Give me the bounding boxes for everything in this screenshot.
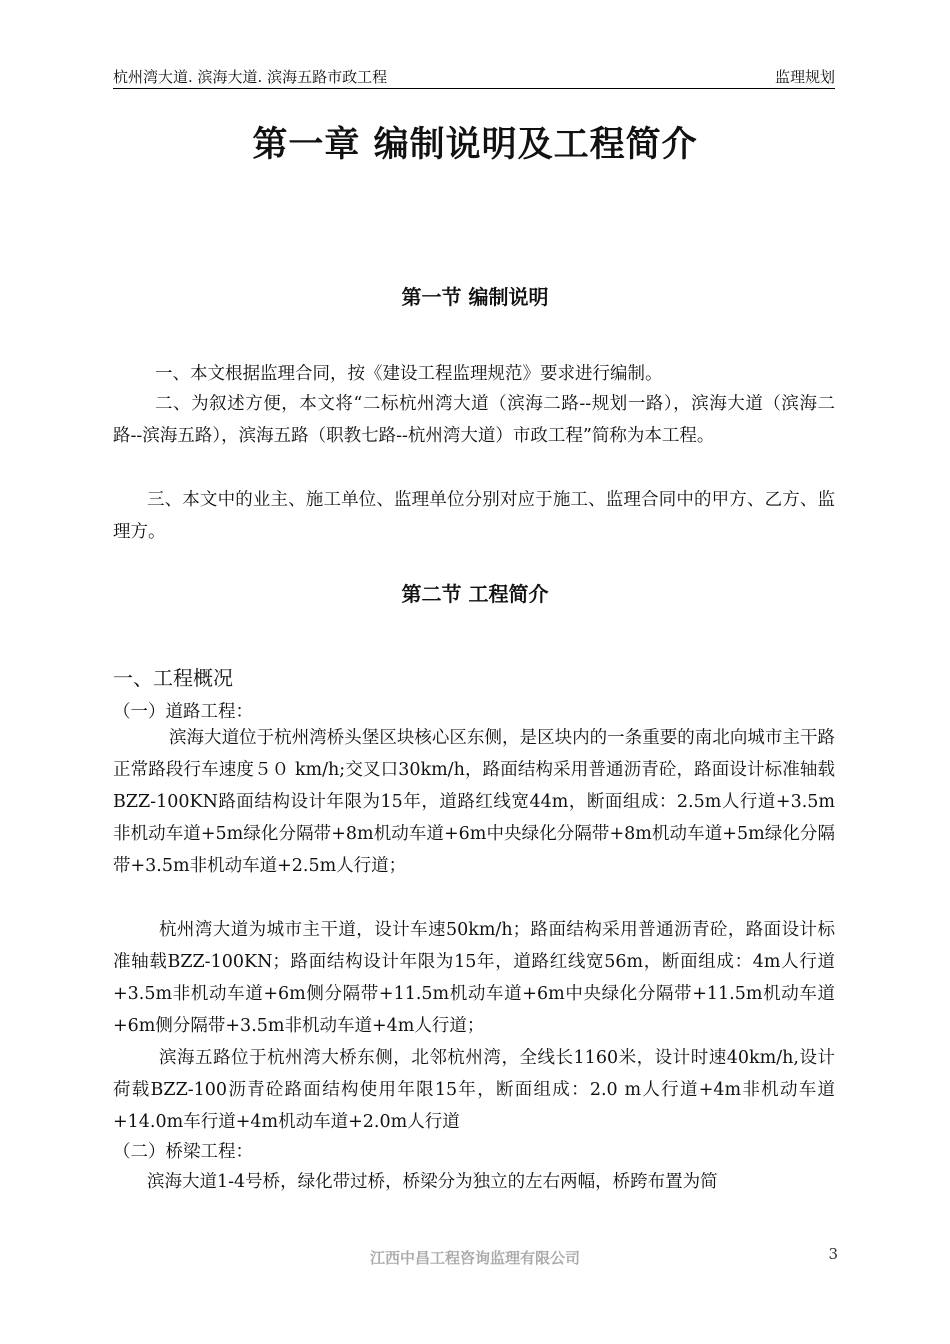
section-title-compilation: 第一节 编制说明: [401, 285, 549, 309]
section-title-project-overview: 第二节 工程简介: [401, 582, 549, 606]
road-works-heading: （一）道路工程：: [113, 702, 253, 722]
header-doc-type: 监理规划: [774, 68, 835, 86]
bridge-paragraph: 滨海大道1-4号桥，绿化带过桥，桥梁分为独立的左右两幅，桥跨布置为简: [147, 1172, 718, 1192]
bridge-works-heading: （二）桥梁工程：: [113, 1142, 253, 1162]
compilation-paragraph-3: 三、本文中的业主、施工单位、监理单位分别对应于施工、监理合同中的甲方、乙方、监理方。: [113, 490, 835, 542]
road-paragraph-binhai-five: 滨海五路位于杭州湾大桥东侧，北邻杭州湾，全线长1160米，设计时速40km/h,设计荷载BZZ-100沥青砼路面结构使用年限15年，断面组成：2.0 m人行道+4m非机动车道+14.0m车行道+4m机动车道+2.0m人行道: [113, 1048, 835, 1132]
compilation-paragraph-1: 一、本文根据监理合同，按《建设工程监理规范》要求进行编制。: [155, 364, 663, 384]
chapter-title: 第一章 编制说明及工程简介: [252, 125, 698, 165]
page-number: 3: [828, 1245, 838, 1263]
header-project-name: 杭州湾大道. 滨海大道. 滨海五路市政工程: [113, 68, 388, 86]
overview-heading: 一、工程概况: [113, 666, 233, 690]
road-paragraph-binhai: 滨海大道位于杭州湾桥头堡区块核心区东侧，是区块内的一条重要的南北向城市主干路正常路段行车速度５０ km/h;交叉口30km/h，路面结构采用普通沥青砼，路面设计标准轴载BZZ-100KN路面结构设计年限为15年，道路红线宽44m，断面组成：2.5m人行道+3.5m非机动车道+5m绿化分隔带+8m机动车道+6m中央绿化分隔带+8m机动车道+5m绿化分隔带+3.5m非机动车道+2.5m人行道；: [113, 728, 835, 876]
compilation-paragraph-2: 二、为叙述方便，本文将“二标杭州湾大道（滨海二路--规划一路），滨海大道（滨海二路--滨海五路），滨海五路（职教七路--杭州湾大道）市政工程”简称为本工程。: [113, 394, 835, 446]
page-header: [113, 66, 835, 89]
road-paragraph-hangzhouwan: 杭州湾大道为城市主干道，设计车速50km/h；路面结构采用普通沥青砼，路面设计标准轴载BZZ-100KN；路面结构设计年限为15年，道路红线宽56m，断面组成：4m人行道+3.5m非机动车道+6m侧分隔带+11.5m机动车道+6m中央绿化分隔带+11.5m机动车道+6m侧分隔带+3.5m非机动车道+4m人行道；: [113, 920, 835, 1036]
footer-company: 江西中昌工程咨询监理有限公司: [369, 1249, 580, 1267]
